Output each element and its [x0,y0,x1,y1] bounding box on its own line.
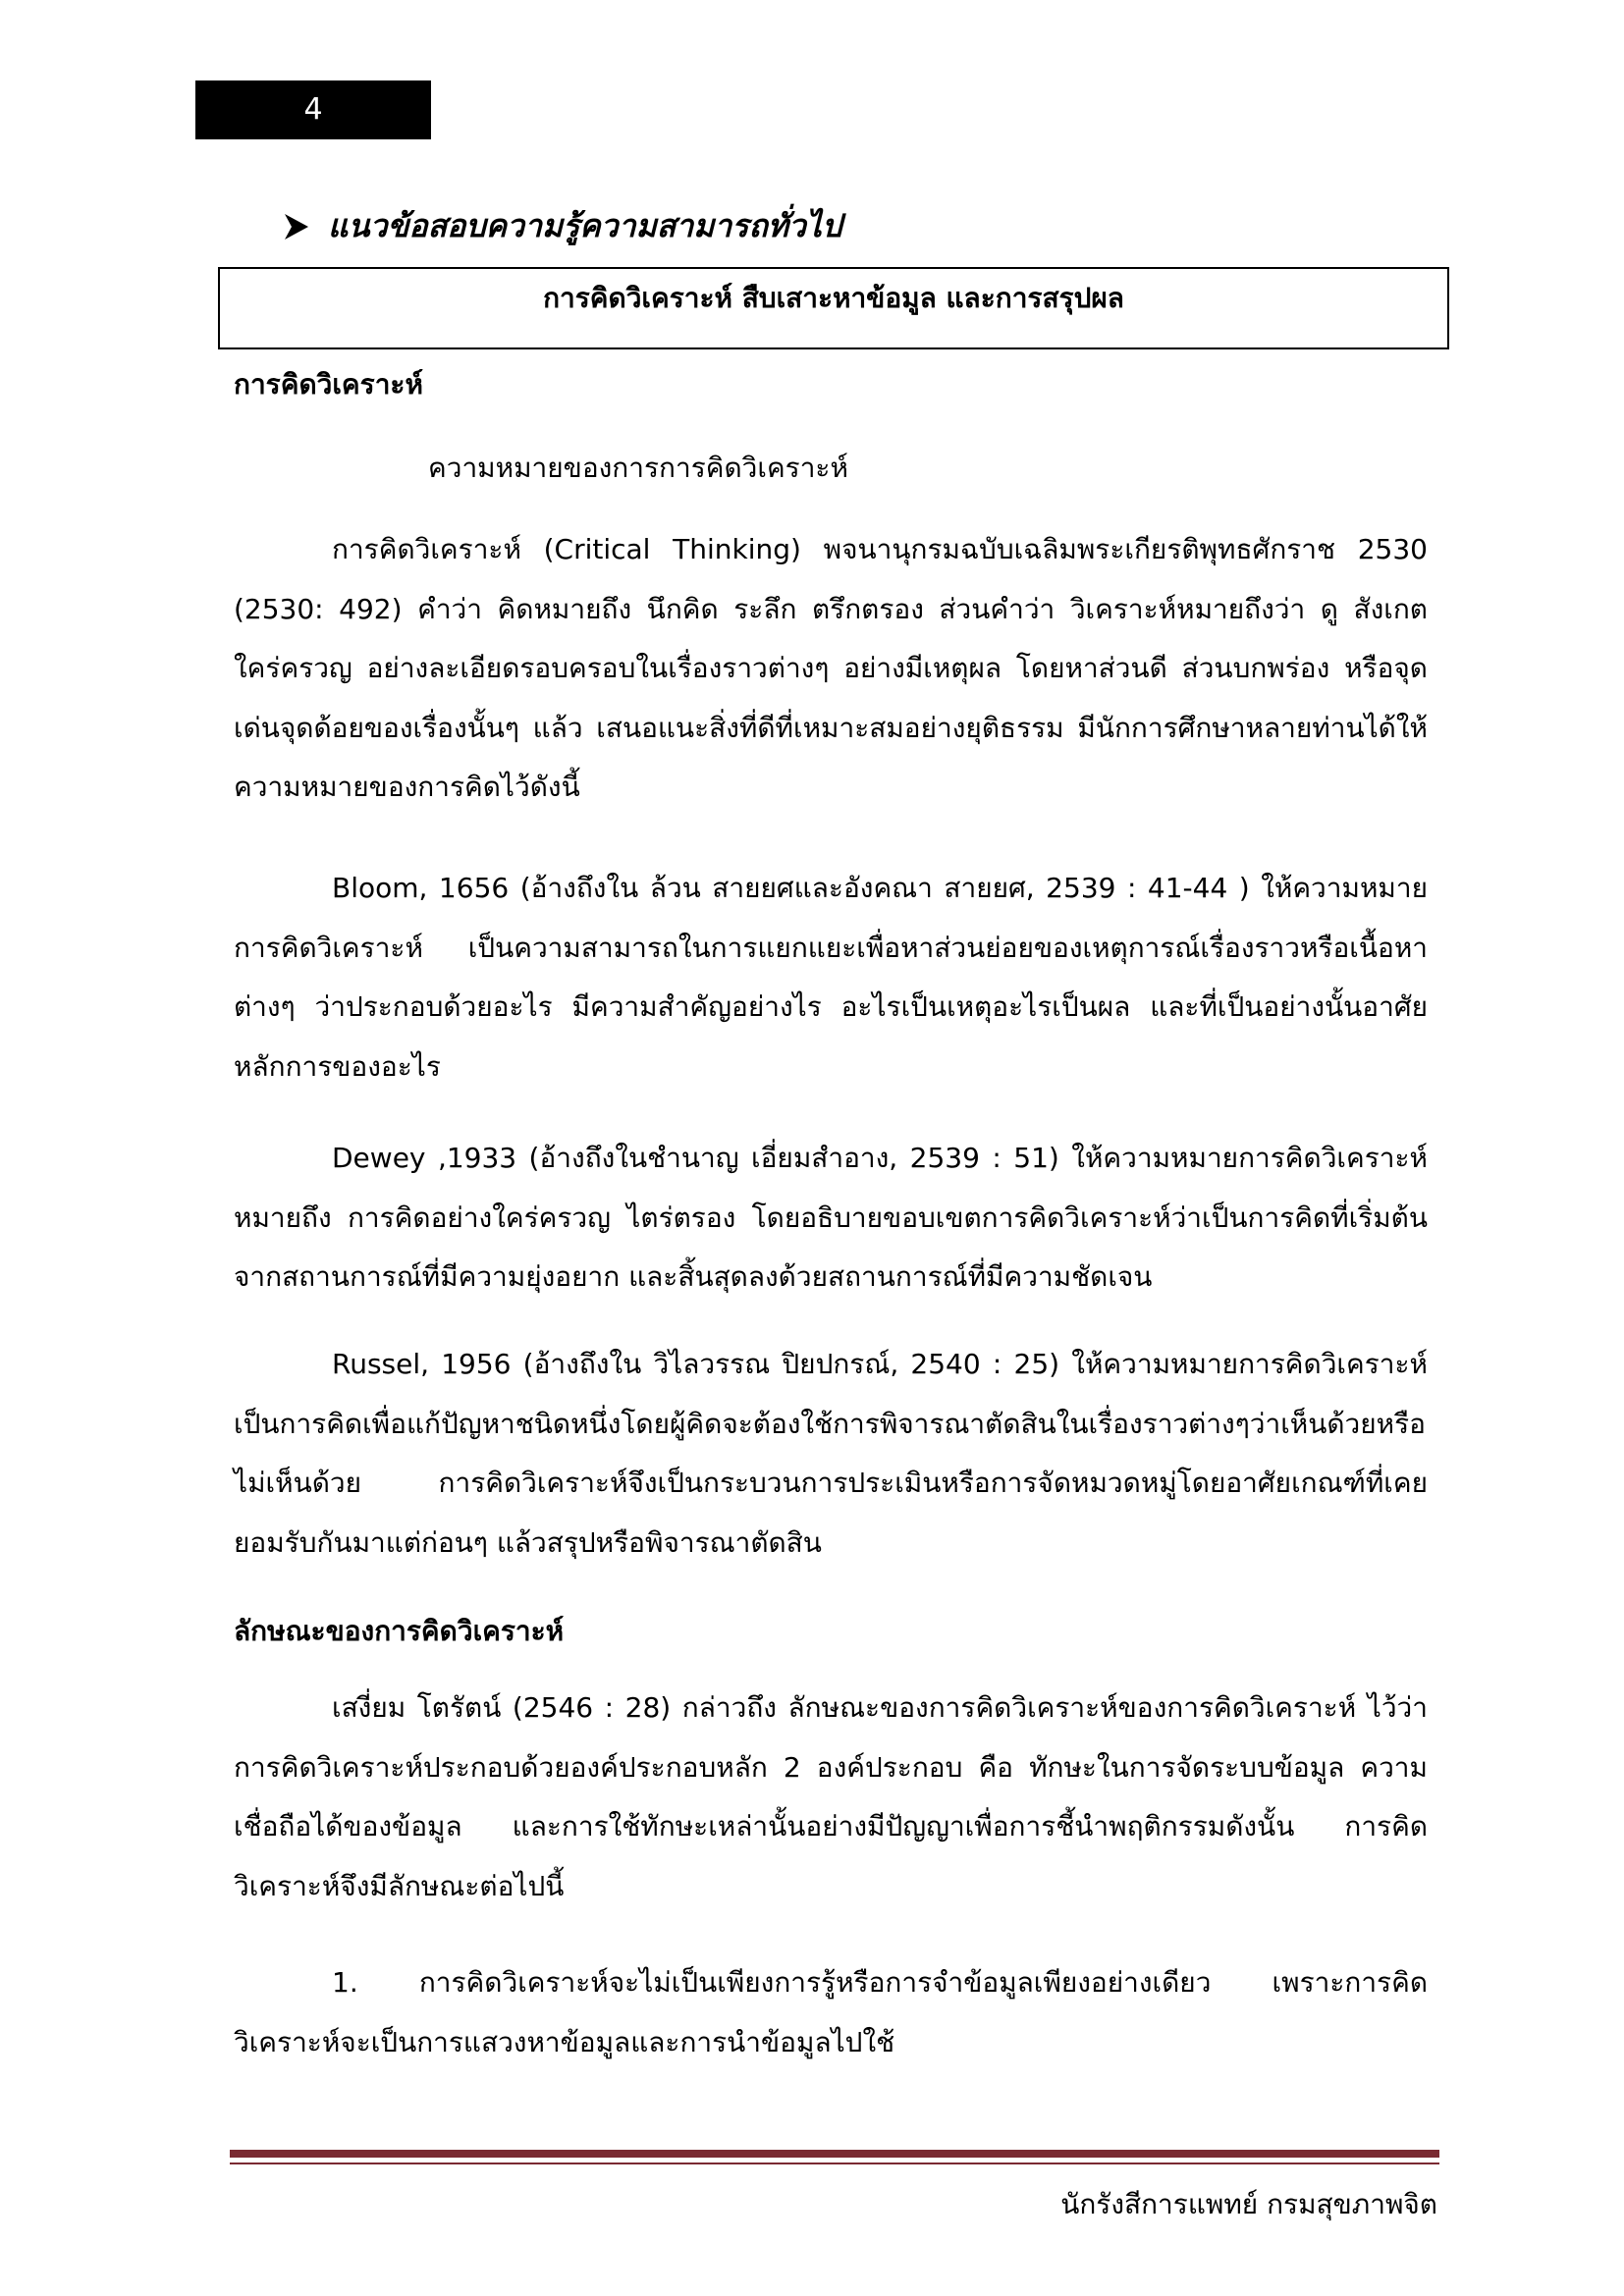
arrow-bullet-icon [283,212,310,241]
paragraph-russel: Russel, 1956 (อ้างถึงใน วิไลวรรณ ปิยปกรณ์, 2540 : 25) ให้ความหมายการคิดวิเคราะห์เป็นการคิดเพื่อแก้ปัญหาชนิดหนึ่งโดยผู้คิดจะต้องใช้การพิจารณาตัดสินในเรื่องราวต่างๆว่าเห็นด้วยหรือไม่เห็นด้วย การคิดวิเคราะห์จึงเป็นกระบวนการประเมินหรือการจัดหมวดหมู่โดยอาศัยเกณฑ์ที่เคยยอมรับกันมาแต่ก่อนๆ แล้วสรุปหรือพิจารณาตัดสิน [234,1348,1428,1559]
section-heading-text: แนวข้อสอบความรู้ความสามารถทั่วไป [328,207,842,244]
paragraph-dewey: Dewey ,1933 (อ้างถึงในชำนาญ เอี่ยมสำอาง, 2539 : 51) ให้ความหมายการคิดวิเคราะห์ หมายถึง การคิดอย่างใคร่ครวญ ไตร่ตรอง โดยอธิบายขอบเขตการคิดวิเคราะห์ว่าเป็นการคิดที่เริ่มต้นจากสถานการณ์ที่มีความยุ่งอยาก และสิ้นสุดลงด้วยสถานการณ์ที่มีความชัดเจน [234,1142,1428,1293]
section-heading [283,201,841,251]
paragraph-sangiam: เสงี่ยม โตรัตน์ (2546 : 28) กล่าวถึง ลักษณะของการคิดวิเคราะห์ของการคิดวิเคราะห์ ไว้ว่า การคิดวิเคราะห์ประกอบด้วยองค์ประกอบหลัก 2 องค์ประกอบ คือ ทักษะในการจัดระบบข้อมูล ความเชื่อถือได้ของข้อมูล และการใช้ทักษะเหล่านั้นอย่างมีปัญญาเพื่อการชี้นำพฤติกรรมดังนั้น การคิดวิเคราะห์จึงมีลักษณะต่อไปนี้ [234,1691,1428,1902]
title-box-text: การคิดวิเคราะห์ สืบเสาะหาข้อมูล และการสรุปผล [543,282,1124,314]
title-box [218,267,1449,349]
paragraph-bloom: Bloom, 1656 (อ้างถึงใน ล้วน สายยศและอังคณา สายยศ, 2539 : 41-44 ) ให้ความหมายการคิดวิเคราะห์ เป็นความสามารถในการแยกแยะเพื่อหาส่วนย่อยของเหตุการณ์เรื่องราวหรือเนื้อหาต่างๆ ว่าประกอบด้วยอะไร มีความสำคัญอย่างไร อะไรเป็นเหตุอะไรเป็นผล และที่เป็นอย่างนั้นอาศัยหลักการของอะไร [234,872,1428,1083]
footer-rule-thin [230,2163,1439,2164]
footer-rule [230,2150,1439,2158]
page-number: 4 [303,92,323,127]
definition-subhead: ความหมายของการการคิดวิเคราะห์ [428,452,848,484]
subhead-critical-thinking: การคิดวิเคราะห์ [234,368,423,400]
paragraph-point-1: 1. การคิดวิเคราะห์จะไม่เป็นเพียงการรู้หรือการจำข้อมูลเพียงอย่างเดียว เพราะการคิดวิเคราะห์จะเป็นการแสวงหาข้อมูลและการนำข้อมูลไปใช้ [234,1966,1428,2058]
page-number-tab [195,80,431,139]
paragraph-definition: การคิดวิเคราะห์ (Critical Thinking) พจนานุกรมฉบับเฉลิมพระเกียรติพุทธศักราช 2530 (2530: 492) คำว่า คิดหมายถึง นึกคิด ระลึก ตรึกตรอง ส่วนคำว่า วิเคราะห์หมายถึงว่า ดู สังเกต ใคร่ครวญ อย่างละเอียดรอบครอบในเรื่องราวต่างๆ อย่างมีเหตุผล โดยหาส่วนดี ส่วนบกพร่อง หรือจุดเด่นจุดด้อยของเรื่องนั้นๆ แล้ว เสนอแนะสิ่งที่ดีที่เหมาะสมอย่างยุติธรรม มีนักการศึกษาหลายท่านได้ให้ความหมายของการคิดไว้ดังนี้ [234,533,1428,803]
subhead-characteristics: ลักษณะของการคิดวิเคราะห์ [234,1615,565,1647]
footer-text: นักรังสีการแพทย์ กรมสุขภาพจิต [1060,2188,1437,2220]
